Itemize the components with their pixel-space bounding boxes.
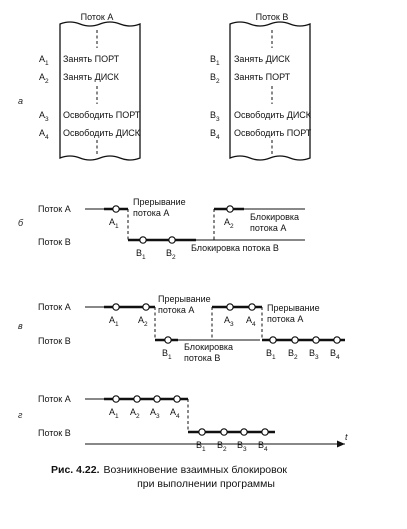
panel-g-label: г (18, 410, 23, 420)
note-block-b-line2: потока В (184, 353, 221, 363)
event-label: $A_1$ (109, 315, 119, 328)
thread-a-step-id: $A_2$ (39, 72, 49, 85)
thread-b-step-id: $B_1$ (210, 54, 220, 67)
panel-v (18, 294, 345, 363)
thread-a-card (39, 12, 141, 160)
note-block-a-line2: потока А (250, 223, 287, 233)
event-label: $B_4$ (258, 440, 268, 453)
panel-b (18, 197, 305, 261)
event-node (113, 304, 119, 310)
note-interrupt-a-line2: потока А (133, 208, 170, 218)
event-node (134, 396, 140, 402)
event-label: $A_3$ (150, 407, 160, 420)
event-node (169, 237, 175, 243)
event-node (113, 396, 119, 402)
event-node (292, 337, 298, 343)
thread-a-step-id: $A_3$ (39, 110, 49, 123)
event-label: $B_2$ (166, 248, 176, 261)
note-block-b-line1: Блокировка (184, 342, 234, 352)
thread-a-step-text: Освободить ДИСК (63, 128, 141, 138)
event-label: $B_2$ (288, 348, 298, 361)
event-node (199, 429, 205, 435)
event-label: $B_1$ (266, 348, 276, 361)
event-label: $A_1$ (109, 217, 119, 230)
note-block-b: Блокировка потока В (191, 243, 279, 253)
note-interrupt-a-line2: потока А (267, 314, 304, 324)
event-node (334, 337, 340, 343)
event-node (227, 206, 233, 212)
thread-b-step-text: Занять ПОРТ (234, 72, 291, 82)
thread-b-step-text: Освободить ПОРТ (234, 128, 312, 138)
note-interrupt-a-line1: Прерывание (133, 197, 186, 207)
thread-a-card-outline (60, 22, 140, 160)
figure-caption (51, 464, 287, 490)
event-label: $A_2$ (130, 407, 140, 420)
row-label-thread-b: Поток В (38, 336, 71, 346)
thread-a-step-text: Занять ПОРТ (63, 54, 120, 64)
panel-v-label: в (18, 321, 23, 331)
thread-b-step-text: Занять ДИСК (234, 54, 290, 64)
thread-b-step-id: $B_4$ (210, 128, 220, 141)
event-node (221, 429, 227, 435)
row-label-thread-a: Поток А (38, 204, 71, 214)
caption-line-2: при выполнении программы (137, 478, 275, 490)
thread-a-title: Поток А (80, 12, 114, 22)
event-node (270, 337, 276, 343)
event-label: $B_3$ (237, 440, 247, 453)
thread-a-step-text: Занять ДИСК (63, 72, 119, 82)
event-label: $A_3$ (224, 315, 234, 328)
event-node (227, 304, 233, 310)
row-label-thread-b: Поток В (38, 237, 71, 247)
event-label: $B_3$ (309, 348, 319, 361)
event-label: $A_2$ (224, 217, 234, 230)
note-interrupt-a-line1: Прерывание (267, 303, 320, 313)
panel-a-label: а (18, 96, 24, 106)
event-node (174, 396, 180, 402)
time-axis-label: t (345, 432, 348, 442)
caption-line-1: Рис. 4.22. Возникновение взаимных блокировок (51, 464, 288, 476)
row-label-thread-a: Поток А (38, 394, 71, 404)
note-block-a-line1: Блокировка (250, 212, 300, 222)
event-label: $B_1$ (136, 248, 146, 261)
thread-b-step-text: Освободить ДИСК (234, 110, 312, 120)
event-label: $B_2$ (217, 440, 227, 453)
event-node (165, 337, 171, 343)
thread-b-card-outline (230, 22, 310, 160)
panel-g (18, 394, 348, 453)
event-node (154, 396, 160, 402)
row-label-thread-b: Поток В (38, 428, 71, 438)
thread-b-card (210, 12, 312, 160)
event-node (262, 429, 268, 435)
thread-a-step-id: $A_4$ (39, 128, 49, 141)
panel-b-label: б (18, 218, 24, 228)
thread-b-step-id: $B_3$ (210, 110, 220, 123)
event-label: $B_4$ (330, 348, 340, 361)
note-interrupt-a-line1: Прерывание (158, 294, 211, 304)
event-node (143, 304, 149, 310)
event-label: $A_1$ (109, 407, 119, 420)
event-label: $B_1$ (162, 348, 172, 361)
thread-b-title: Поток В (255, 12, 289, 22)
event-node (313, 337, 319, 343)
event-node (249, 304, 255, 310)
note-interrupt-a-line2: потока А (158, 305, 195, 315)
event-label: $B_1$ (196, 440, 206, 453)
panel-a (18, 12, 312, 160)
event-label: $A_2$ (138, 315, 148, 328)
event-node (241, 429, 247, 435)
thread-a-step-id: $A_1$ (39, 54, 49, 67)
event-node (113, 206, 119, 212)
time-axis-arrow-icon (337, 441, 345, 448)
event-node (140, 237, 146, 243)
row-label-thread-a: Поток А (38, 302, 71, 312)
event-label: $A_4$ (246, 315, 256, 328)
thread-a-step-text: Освободить ПОРТ (63, 110, 141, 120)
thread-b-step-id: $B_2$ (210, 72, 220, 85)
event-label: $A_4$ (170, 407, 180, 420)
